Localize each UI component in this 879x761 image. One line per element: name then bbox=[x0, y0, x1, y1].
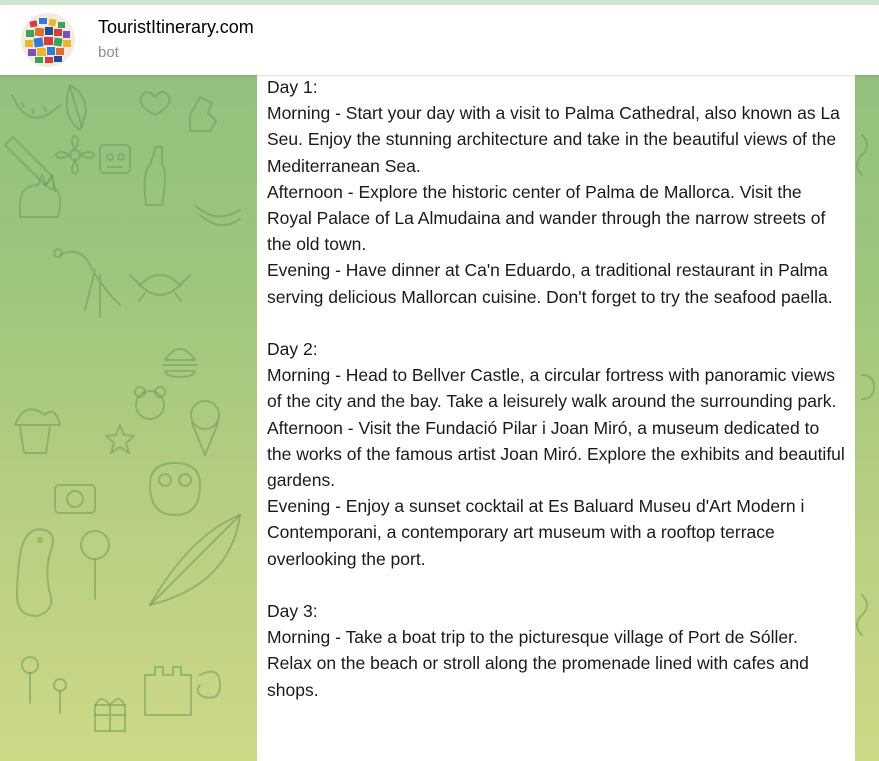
itinerary-message-text[interactable]: Day 1: Morning - Start your day with a visit to Palma Cathedral, also known as La Seu. Enjoy the stunning architecture and take in the beautiful views of the Mediterranean Sea. Afternoon - Explore the historic center of Palma de Mallorca. Visit the Royal Palace of La Almudaina and wander through the narrow streets of the old town. Evening - Have dinner at Ca'n Eduardo, a traditional restaurant in Palma serving delicious Mallorcan cuisine. Don't forget to try the seafood paella. Day 2: Morning - Head to Bellver Castle, a circular fortress with panoramic views of the city and the bay. Take a leisurely walk around the surrounding park. Afternoon - Visit the Fundació Pilar i Joan Miró, a museum dedicated to the works of the famous artist Joan Miró. Explore the exhibits and beautiful gardens. Evening - Enjoy a sunset cocktail at Es Baluard Museu d'Art Modern i Contemporani, a contemporary art museum with a rooftop terrace overlooking the port. Day 3: Morning - Take a boat trip to the picturesque village of Port de Sóller. Relax on the beach or stroll along the promenade lined with cafes and shops. bbox=[267, 77, 845, 700]
chat-title[interactable]: TouristItinerary.com bbox=[98, 17, 254, 37]
message-bubble[interactable] bbox=[257, 72, 855, 761]
chat-header[interactable] bbox=[0, 5, 879, 75]
travel-collage-icon bbox=[21, 13, 75, 67]
chat-scrollbar[interactable] bbox=[873, 75, 879, 761]
bot-avatar[interactable] bbox=[21, 13, 75, 67]
chat-subtitle: bot bbox=[98, 44, 119, 61]
